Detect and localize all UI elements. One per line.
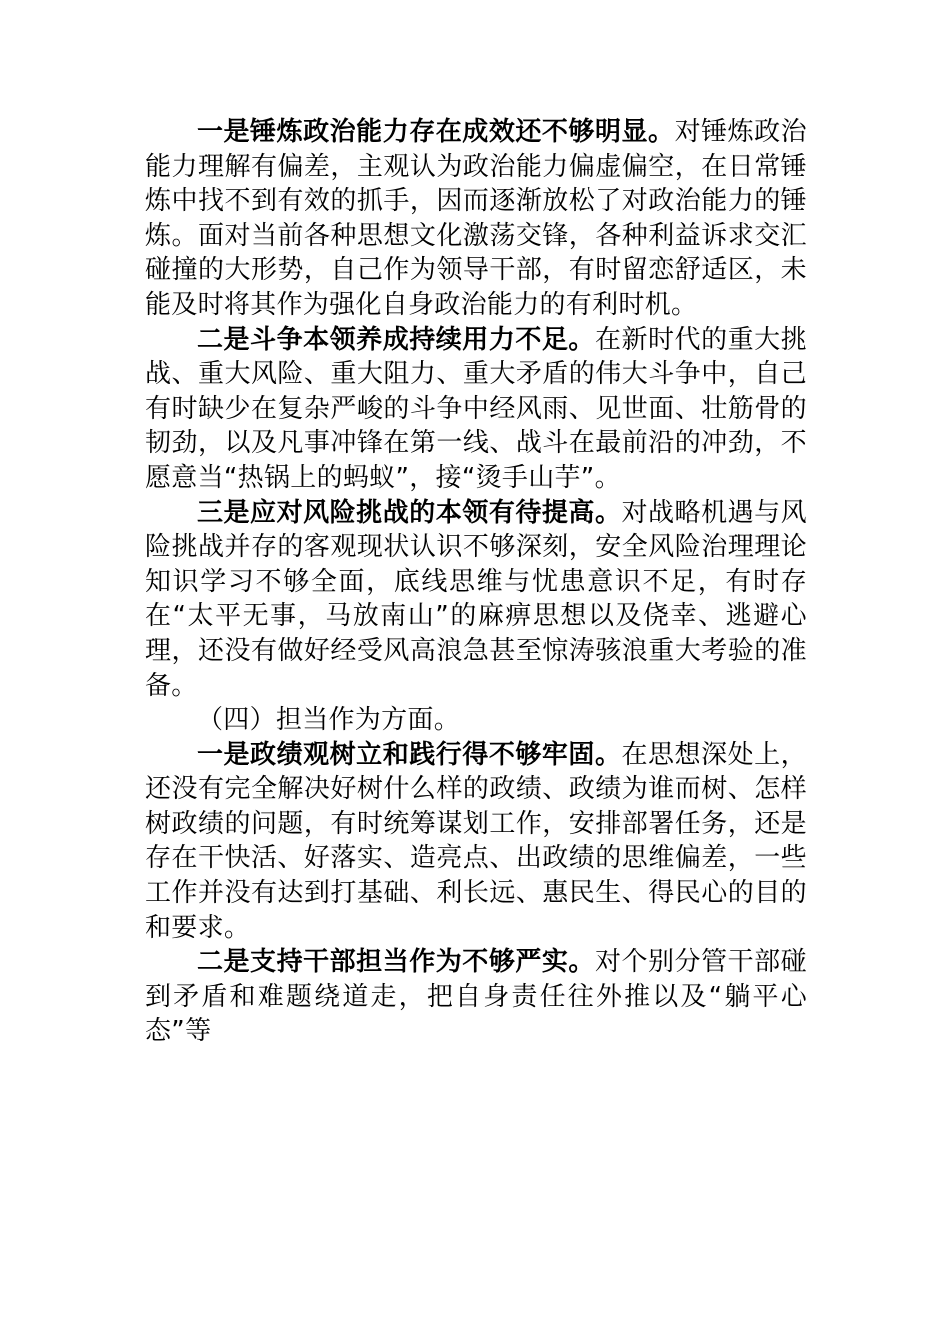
paragraph-struggle-skills	[145, 323, 807, 496]
paragraph-lead: 一是锤炼政治能力存在成效还不够明显。	[197, 117, 675, 147]
paragraph-risk-response	[145, 496, 807, 704]
paragraph-performance-view	[145, 738, 807, 946]
paragraph-political-ability	[145, 115, 807, 323]
section-heading-responsibility	[145, 703, 807, 738]
paragraph-text: 对战略机遇与风险挑战并存的客观现状认识不够深刻，安全风险治理理论知识学习不够全面，底线思维与忧患意识不足，有时存在“太平无事，马放南山”的麻痹思想以及侥幸、逃避心理，还没有做好经受风高浪急甚至惊涛骇浪重大考验的准备。	[145, 497, 807, 701]
section-heading-text: （四）担当作为方面。	[197, 705, 461, 736]
paragraph-lead: 三是应对风险挑战的本领有待提高。	[197, 497, 622, 528]
paragraph-lead: 一是政绩观树立和践行得不够牢固。	[197, 739, 622, 770]
paragraph-text: 对个别分管干部碰到矛盾和难题绕道走，把自身责任往外推以及“躺平心态”等	[145, 947, 807, 1047]
document-body	[145, 115, 807, 1049]
paragraph-text: 对锤炼政治能力理解有偏差，主观认为政治能力偏虚偏空，在日常锤炼中找不到有效的抓手，因而逐渐放松了对政治能力的锤炼。面对当前各种思想文化激荡交锋，各种利益诉求交汇碰撞的大形势，自己作为领导干部，有时留恋舒适区，未能及时将其作为强化自身政治能力的有利时机。	[145, 117, 807, 320]
paragraph-cadre-support	[145, 945, 807, 1049]
paragraph-lead: 二是斗争本领养成持续用力不足。	[197, 324, 595, 355]
paragraph-text: 在思想深处上，还没有完全解决好树什么样的政绩、政绩为谁而树、怎样树政绩的问题，有时统筹谋划工作，安排部署任务，还是存在干快活、好落实、造亮点、出政绩的思维偏差，一些工作并没有达到打基础、利长远、惠民生、得民心的目的和要求。	[145, 739, 807, 943]
paragraph-text: 在新时代的重大挑战、重大风险、重大阻力、重大矛盾的伟大斗争中，自己有时缺少在复杂严峻的斗争中经风雨、见世面、壮筋骨的韧劲，以及凡事冲锋在第一线、战斗在最前沿的冲劲，不愿意当“热锅上的蚂蚁”，接“烫手山芋”。	[145, 324, 807, 493]
paragraph-lead: 二是支持干部担当作为不够严实。	[197, 947, 595, 978]
